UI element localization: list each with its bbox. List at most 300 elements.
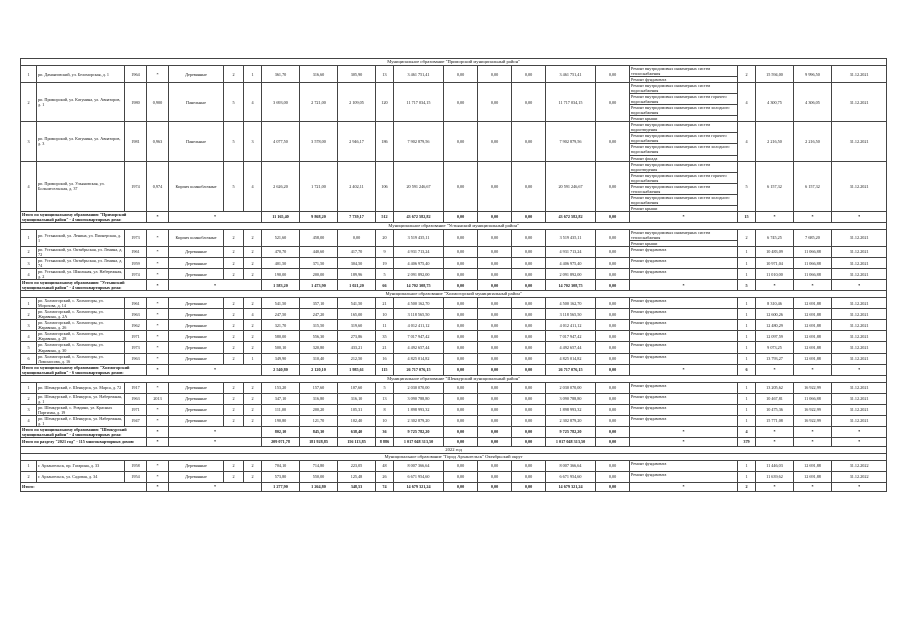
cell-entrances: 2 (244, 342, 262, 353)
total-date: * (832, 211, 887, 222)
work-item: Ремонт фундамента (631, 382, 667, 388)
cell-works (630, 353, 738, 364)
cell-year2: * (147, 353, 169, 364)
cell-k: 1 (738, 415, 756, 426)
cell-year1: 1959 (125, 258, 147, 269)
cell-u1: 11 010,00 (756, 269, 794, 280)
cell-area3: 165,00 (338, 309, 376, 320)
cell-area3: 2 109,05 (338, 83, 376, 122)
cell-floors: 2 (224, 382, 244, 393)
cell-c4: 0,00 (512, 471, 546, 482)
cell-c6: 0,00 (596, 460, 630, 471)
cell-u1: 12 097,59 (756, 331, 794, 342)
total-area3: 7 739,17 (338, 211, 376, 222)
total-u2: * (794, 280, 832, 291)
cell-works (630, 393, 738, 404)
total-area3: 348,53 (338, 482, 376, 491)
cell-u2: 16 922,99 (794, 382, 832, 393)
total-area2: 1 473,90 (300, 280, 338, 291)
section-title-cell: Муниципальное образование "Устьянский муниципальный район" (21, 222, 887, 229)
work-item: Ремонт крыши (631, 205, 658, 211)
cell-c5: 2 302 879,20 (546, 415, 596, 426)
cell-area3: 273,86 (338, 331, 376, 342)
cell-people: 26 (376, 471, 394, 482)
cell-works (630, 415, 738, 426)
total-label: Итого по муниципальному образованию "Холмогорский муниципальный район" - 6 многоквартирных домов: (21, 364, 147, 375)
cell-year2: * (147, 246, 169, 257)
total-c6: 0,00 (596, 211, 630, 222)
total-u2: * (794, 482, 832, 491)
cell-cost: 3 090 788,80 (394, 393, 444, 404)
cell-cost: 11 717 034,15 (394, 83, 444, 122)
work-item: Ремонт фундамента (631, 342, 667, 348)
cell-year2: * (147, 298, 169, 309)
table-row (21, 382, 887, 393)
cell-n: 1 (21, 298, 37, 309)
cell-c5: 11 717 034,15 (546, 83, 596, 122)
total-s2: * (169, 426, 262, 437)
cell-address: рп. Шенкурский, с. Ровдино, ул. Красных Партизан, д. 19 (37, 404, 125, 415)
cell-year2: * (147, 269, 169, 280)
cell-cost: 4 931 713,24 (394, 246, 444, 257)
cell-c5: 2 091 892,00 (546, 269, 596, 280)
total-s2: * (169, 482, 262, 491)
cell-address: рп. Приморский, ул. Катунина, ул. Авиаторов, д. 3 (37, 122, 125, 161)
cell-n: 5 (21, 342, 37, 353)
cell-address: рп. Устьянский, ул. Октябрьская, ул. Ленина, д. 72 (37, 246, 125, 257)
cell-date: 31.12.2022 (832, 471, 887, 482)
cell-material: Деревянные (169, 404, 224, 415)
cell-entrances: 2 (244, 404, 262, 415)
cell-material: Деревянные (169, 471, 224, 482)
total-area2: 181 928,85 (300, 437, 338, 446)
work-item: Ремонт внутридомовых инженерных систем теплоснабжения (630, 230, 737, 241)
cell-c6: 0,00 (596, 122, 630, 161)
cell-floors: 2 (224, 309, 244, 320)
cell-u1: 10 483,09 (756, 246, 794, 257)
cell-area3: 433,21 (338, 342, 376, 353)
total-area: 2 540,80 (262, 364, 300, 375)
cell-k: 1 (738, 471, 756, 482)
cell-area2: 316,80 (300, 393, 338, 404)
total-s2: * (169, 211, 262, 222)
cell-date: 31.12.2021 (832, 353, 887, 364)
cell-c3: 0,00 (478, 382, 512, 393)
table-body (21, 59, 887, 492)
cell-c3: 0,00 (478, 66, 512, 83)
work-item: Ремонт внутридомовых инженерных систем горячего водоснабжения (630, 94, 737, 105)
total-c3: 0,00 (478, 211, 512, 222)
work-item: Ремонт фундамента (631, 258, 667, 264)
cell-works (630, 320, 738, 331)
cell-k: 4 (738, 83, 756, 122)
cell-c3: 0,00 (478, 393, 512, 404)
cell-address: рп. Холмогорский, с. Холмогоры, ул. Жаравина, д. 30 (37, 342, 125, 353)
cell-c2: 0,00 (444, 471, 478, 482)
work-item: Ремонт крыши (631, 116, 658, 122)
work-item: Ремонт фундамента (631, 404, 667, 410)
cell-c4: 0,00 (512, 309, 546, 320)
cell-c4: 0,00 (512, 83, 546, 122)
cell-c6: 0,00 (596, 246, 630, 257)
total-area3: 1 985,61 (338, 364, 376, 375)
cell-address: рп. Приморский, ул. Катунина, ул. Авиаторов, д. 1 (37, 83, 125, 122)
cell-year2: 2013 (147, 393, 169, 404)
work-item: Ремонт фундамента (631, 393, 667, 399)
total-date: * (832, 437, 887, 446)
cell-k: 1 (738, 393, 756, 404)
cell-address: рп. Шенкурский, г. Шенкурск, ул. Набережная, д. 1 (37, 415, 125, 426)
cell-c5: 4 500 162,70 (546, 298, 596, 309)
total-s1: * (147, 437, 169, 446)
cell-people: 20 (376, 229, 394, 246)
cell-year2: * (147, 66, 169, 83)
cell-u2: 12 691,88 (794, 460, 832, 471)
cell-c4: 0,00 (512, 122, 546, 161)
cell-c3: 0,00 (478, 269, 512, 280)
section-header (21, 222, 887, 229)
work-item: Ремонт фундамента (631, 460, 667, 466)
cell-c6: 0,00 (596, 309, 630, 320)
cell-c3: 0,00 (478, 415, 512, 426)
total-w: * (630, 280, 738, 291)
cell-works (630, 269, 738, 280)
cell-c6: 0,00 (596, 258, 630, 269)
cell-people: 35 (376, 331, 394, 342)
cell-u1: 10 971,04 (756, 258, 794, 269)
cell-people: 21 (376, 298, 394, 309)
cell-cost: 7 902 879,56 (394, 122, 444, 161)
cell-material: Кирпич шлакоблочные (169, 161, 224, 211)
cell-year1: 1974 (125, 161, 147, 211)
cell-c2: 0,00 (444, 382, 478, 393)
total-c3: 0,00 (478, 437, 512, 446)
cell-u2: 9 996,50 (794, 66, 832, 83)
table-row (21, 269, 887, 280)
total-c5: 43 672 582,82 (546, 211, 596, 222)
cell-c3: 0,00 (478, 161, 512, 211)
cell-u1: 8 310,46 (756, 298, 794, 309)
cell-cost: 20 591 246,67 (394, 161, 444, 211)
total-c4: 0,00 (512, 280, 546, 291)
cell-area3: 316,10 (338, 393, 376, 404)
cell-c6: 0,00 (596, 471, 630, 482)
cell-c6: 0,00 (596, 66, 630, 83)
total-c5: 14 679 321,24 (546, 482, 596, 491)
cell-address: рп. Шенкурский, г. Шенкурск, ул. Марса, д. 72 (37, 382, 125, 393)
total-cost: 14 679 321,24 (394, 482, 444, 491)
cell-c3: 0,00 (478, 246, 512, 257)
cell-c4: 0,00 (512, 258, 546, 269)
cell-works (630, 122, 738, 161)
cell-c5: 2 030 070,00 (546, 382, 596, 393)
cell-entrances: 2 (244, 246, 262, 257)
cell-area3: 189,96 (338, 269, 376, 280)
cell-material: Панельные (169, 122, 224, 161)
cell-floors: 5 (224, 122, 244, 161)
cell-area3: 212,50 (338, 353, 376, 364)
total-label: Итого по муниципальному образованию "Шенкурский муниципальный район" - 4 многоквартирных дома: (21, 426, 147, 437)
cell-k: 1 (738, 404, 756, 415)
cell-c4: 0,00 (512, 342, 546, 353)
work-item: Ремонт фундамента (631, 331, 667, 337)
cell-area2: 200,20 (300, 404, 338, 415)
cell-address: рп. Устьянский, ул. Октябрьская, ул. Ленина, д. 74 (37, 258, 125, 269)
cell-floors: 2 (224, 353, 244, 364)
cell-cost: 4 406 975,40 (394, 258, 444, 269)
cell-c2: 0,00 (444, 83, 478, 122)
cell-area: 247,50 (262, 309, 300, 320)
cell-c3: 0,00 (478, 229, 512, 246)
cell-floors: 2 (224, 246, 244, 257)
cell-year2: * (147, 471, 169, 482)
cell-u2: 12 691,88 (794, 298, 832, 309)
section-title-cell: Муниципальное образование "Холмогорский муниципальный район" (21, 291, 887, 298)
cell-c6: 0,00 (596, 229, 630, 246)
table-row (21, 122, 887, 161)
cell-cost: 3 461 751,41 (394, 66, 444, 83)
table-row (21, 471, 887, 482)
cell-n: 1 (21, 382, 37, 393)
total-u2: * (794, 437, 832, 446)
cell-entrances: 2 (244, 382, 262, 393)
cell-date: 31.12.2021 (832, 269, 887, 280)
cell-u1: 15 771,08 (756, 415, 794, 426)
cell-c4: 0,00 (512, 404, 546, 415)
cell-c2: 0,00 (444, 66, 478, 83)
cell-u2: 11 066,88 (794, 258, 832, 269)
cell-c6: 0,00 (596, 269, 630, 280)
cell-works (630, 229, 738, 246)
cell-u2: 11 066,88 (794, 393, 832, 404)
cell-date: 31.12.2021 (832, 404, 887, 415)
cell-floors: 2 (224, 415, 244, 426)
cell-year2: 0,900 (147, 83, 169, 122)
cell-u2: 11 066,88 (794, 269, 832, 280)
cell-area: 347,10 (262, 393, 300, 404)
cell-c5: 7 017 947,42 (546, 331, 596, 342)
table-row (21, 404, 887, 415)
table-row (21, 331, 887, 342)
cell-area: 704,10 (262, 460, 300, 471)
cell-u2: 16 922,99 (794, 404, 832, 415)
cell-year2: * (147, 460, 169, 471)
cell-entrances: 2 (244, 415, 262, 426)
cell-entrances: 3 (244, 122, 262, 161)
cell-material: Деревянные (169, 66, 224, 83)
cell-year1: 1964 (125, 66, 147, 83)
cell-entrances: 2 (244, 298, 262, 309)
cell-area: 541,50 (262, 298, 300, 309)
cell-u1: 6 745,25 (756, 229, 794, 246)
total-k: 5 (738, 280, 756, 291)
cell-n: 3 (21, 258, 37, 269)
cell-n: 2 (21, 83, 37, 122)
cell-c2: 0,00 (444, 331, 478, 342)
total-u2: * (794, 426, 832, 437)
total-cost: 14 702 308,75 (394, 280, 444, 291)
cell-floors: 2 (224, 320, 244, 331)
cell-area2: 247,20 (300, 309, 338, 320)
cell-c5: 8 007 366,64 (546, 460, 596, 471)
cell-c2: 0,00 (444, 415, 478, 426)
cell-material: Деревянные (169, 298, 224, 309)
table-row (21, 229, 887, 246)
year-header (21, 446, 887, 453)
cell-people: 48 (376, 460, 394, 471)
cell-year1: 1947 (125, 415, 147, 426)
cell-n: 4 (21, 161, 37, 211)
total-label: Итого по муниципальному образованию "Устьянский муниципальный район" - 4 многоквартирных дома: (21, 280, 147, 291)
total-area2: 9 868,20 (300, 211, 338, 222)
cell-year2: * (147, 331, 169, 342)
cell-floors: 5 (224, 161, 244, 211)
cell-address: рп. Холмогорский, с. Холмогоры, ул. Жаравина, д. 2А (37, 309, 125, 320)
cell-address: г. Архангельск, ул. Садовая, д. 34 (37, 471, 125, 482)
cell-area2: 315,50 (300, 320, 338, 331)
cell-u1: 4 300,75 (756, 83, 794, 122)
cell-entrances: 1 (244, 353, 262, 364)
work-item: Ремонт внутридомовых инженерных систем водоотведения (630, 162, 737, 173)
cell-material: Деревянные (169, 269, 224, 280)
cell-works (630, 161, 738, 211)
table-row (21, 415, 887, 426)
cell-c2: 0,00 (444, 353, 478, 364)
total-w: * (630, 211, 738, 222)
cell-k: 2 (738, 229, 756, 246)
cell-floors: 2 (224, 229, 244, 246)
cell-area3: 105,31 (338, 404, 376, 415)
cell-n: 3 (21, 320, 37, 331)
cell-c2: 0,00 (444, 122, 478, 161)
cell-date: 31.12.2021 (832, 342, 887, 353)
cell-c5: 3 461 751,41 (546, 66, 596, 83)
cell-year1: 1961 (125, 246, 147, 257)
section-header (21, 291, 887, 298)
cell-cost: 4 825 014,82 (394, 353, 444, 364)
total-u2: * (794, 364, 832, 375)
total-s1: * (147, 211, 169, 222)
cell-area: 190,00 (262, 269, 300, 280)
cell-c2: 0,00 (444, 309, 478, 320)
total-s1: * (147, 364, 169, 375)
cell-address: г. Архангельск, пр. Гагарина, д. 33 (37, 460, 125, 471)
section-title-cell: 2022 год (21, 446, 887, 453)
cell-c4: 0,00 (512, 269, 546, 280)
total-cost: 1 017 048 313,50 (394, 437, 444, 446)
cell-area3: 304,50 (338, 258, 376, 269)
total-label: Итого: (21, 482, 147, 491)
cell-c5: 4 825 014,82 (546, 353, 596, 364)
cell-c4: 0,00 (512, 161, 546, 211)
total-area: 1 583,20 (262, 280, 300, 291)
section-total-row (21, 482, 887, 491)
cell-works (630, 382, 738, 393)
cell-area3: 0,00 (338, 229, 376, 246)
cell-area: 190,80 (262, 415, 300, 426)
cell-floors: 2 (224, 66, 244, 83)
total-c3: 0,00 (478, 364, 512, 375)
cell-year1: 1961 (125, 298, 147, 309)
cell-k: 2 (738, 66, 756, 83)
cell-year1: 1981 (125, 122, 147, 161)
work-item: Ремонт фундамента (631, 320, 667, 326)
total-s1: * (147, 482, 169, 491)
cell-date: 31.12.2021 (832, 382, 887, 393)
cell-cost: 8 007 366,64 (394, 460, 444, 471)
cell-material: Деревянные (169, 320, 224, 331)
cell-year1: 1973 (125, 229, 147, 246)
cell-c4: 0,00 (512, 331, 546, 342)
cell-entrances: 2 (244, 460, 262, 471)
cell-date: 31.12.2021 (832, 415, 887, 426)
cell-c2: 0,00 (444, 298, 478, 309)
cell-c5: 3 519 435,11 (546, 229, 596, 246)
cell-year2: * (147, 404, 169, 415)
total-area2: 2 120,10 (300, 364, 338, 375)
cell-works (630, 331, 738, 342)
cell-people: 9 (376, 246, 394, 257)
total-people: 74 (376, 482, 394, 491)
cell-c4: 0,00 (512, 353, 546, 364)
total-area3: 156 113,85 (338, 437, 376, 446)
cell-cost: 4 492 657,44 (394, 342, 444, 353)
cell-u2: 11 066,88 (794, 246, 832, 257)
total-u1: * (756, 280, 794, 291)
cell-c4: 0,00 (512, 382, 546, 393)
cell-area2: 121,70 (300, 415, 338, 426)
total-u1: * (756, 437, 794, 446)
cell-k: 1 (738, 320, 756, 331)
cell-c6: 0,00 (596, 331, 630, 342)
cell-c6: 0,00 (596, 353, 630, 364)
cell-u2: 4 306,05 (794, 83, 832, 122)
cell-c3: 0,00 (478, 342, 512, 353)
section-header (21, 59, 887, 66)
cell-entrances: 4 (244, 161, 262, 211)
total-cost: 26 717 076,15 (394, 364, 444, 375)
cell-address: рп. Дамаяговский, ул. Беломорская, д. 1 (37, 66, 125, 83)
cell-c3: 0,00 (478, 404, 512, 415)
work-item: Ремонт крыши (631, 240, 658, 246)
total-c2: 0,00 (444, 364, 478, 375)
cell-k: 1 (738, 269, 756, 280)
cell-address: рп. Устьянский, ул. Ленина, ул. Пионерская, д. 1 (37, 229, 125, 246)
cell-entrances: 2 (244, 229, 262, 246)
cell-c5: 20 591 246,67 (546, 161, 596, 211)
cell-c3: 0,00 (478, 471, 512, 482)
cell-u1: 10 475,36 (756, 404, 794, 415)
cell-material: Деревянные (169, 460, 224, 471)
cell-people: 13 (376, 66, 394, 83)
cell-c5: 1 898 993,32 (546, 404, 596, 415)
cell-people: 13 (376, 393, 394, 404)
cell-c3: 0,00 (478, 353, 512, 364)
cell-c6: 0,00 (596, 382, 630, 393)
cell-c2: 0,00 (444, 460, 478, 471)
work-item: Ремонт внутридомовых инженерных систем горячего водоснабжения (630, 133, 737, 144)
cell-c5: 4 406 975,40 (546, 258, 596, 269)
cell-date: 31.12.2021 (832, 229, 887, 246)
cell-u2: 12 691,88 (794, 309, 832, 320)
cell-people: 11 (376, 320, 394, 331)
total-people: 512 (376, 211, 394, 222)
work-item: Ремонт фундамента (631, 415, 667, 421)
cell-year2: * (147, 258, 169, 269)
cell-year2: * (147, 309, 169, 320)
cell-c6: 0,00 (596, 83, 630, 122)
cell-people: 19 (376, 258, 394, 269)
